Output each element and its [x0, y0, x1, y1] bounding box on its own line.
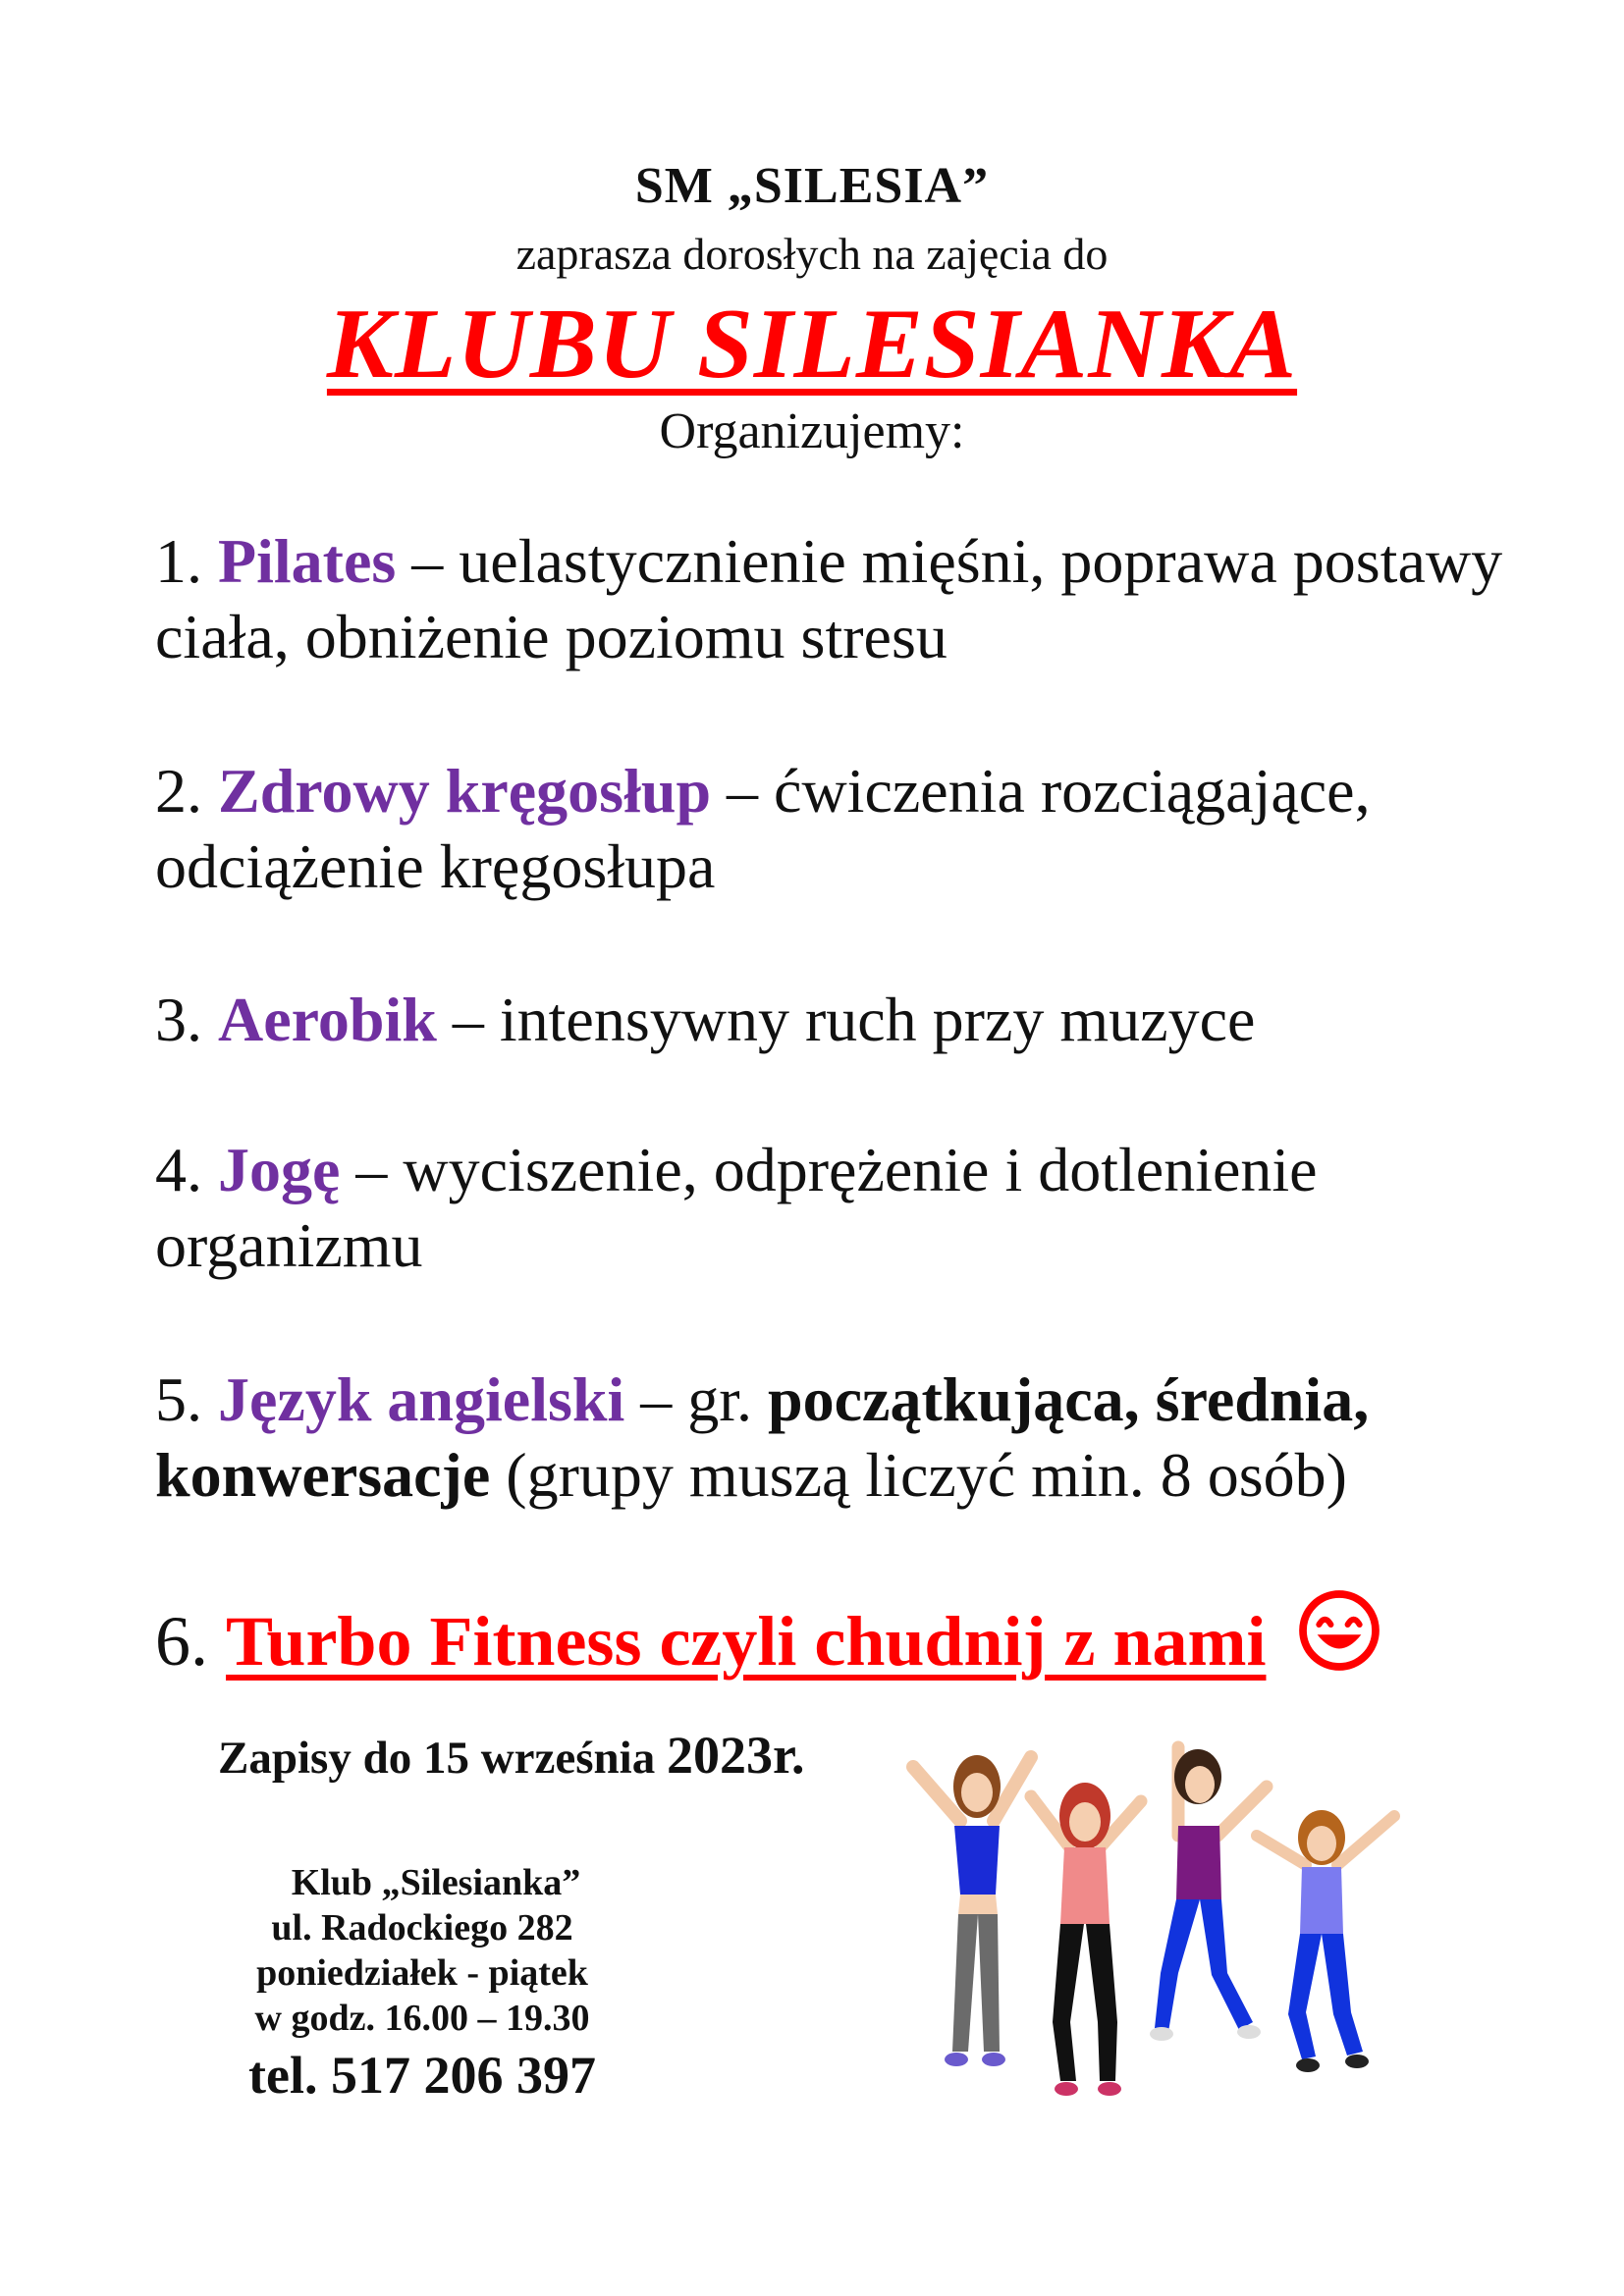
dancer-figure: [1257, 1810, 1394, 2072]
activity-number: 1.: [155, 526, 202, 596]
dancer-figure: [913, 1755, 1031, 2066]
activity-name: Jogę: [218, 1135, 341, 1204]
smiley-icon: [1297, 1588, 1381, 1693]
address-hours: w godz. 16.00 – 19.30: [254, 1998, 590, 2039]
activity-item: [155, 753, 1549, 904]
activity-number: 6.: [155, 1602, 208, 1681]
activity-number: 2.: [155, 756, 202, 826]
activity-desc-post: (grupy muszą liczyć min. 8 osób): [506, 1440, 1347, 1510]
activity-desc: – uelastycznienie mięśni, poprawa postawy ciała, obniżenie poziomu stresu: [155, 526, 1503, 671]
registration-year: 2023r.: [667, 1726, 805, 1785]
address-days: poniedziałek - piątek: [256, 1952, 588, 1994]
club-address: [187, 1860, 658, 2041]
registration-text: Zapisy do 15 września: [218, 1733, 656, 1784]
club-name: KLUBU SILESIANKA: [326, 289, 1298, 400]
dancing-women-illustration: [884, 1728, 1434, 2140]
activity-name-turbo: Turbo Fitness czyli chudnij z nami: [226, 1602, 1267, 1681]
activity-desc: – intensywny ruch przy muzyce: [452, 985, 1256, 1054]
registration-deadline: [218, 1725, 805, 1786]
dancer-figure: [1031, 1783, 1141, 2096]
activity-desc: – ćwiczenia rozciągające, odciążenie kręgosłupa: [155, 756, 1371, 901]
activity-item: [155, 1132, 1549, 1283]
dancer-figure: [1150, 1747, 1267, 2041]
activity-item: [155, 982, 1549, 1057]
address-street: ul. Radockiego 282: [271, 1907, 573, 1949]
activity-item: [155, 523, 1549, 674]
activity-item: [155, 1362, 1549, 1513]
address-club: Klub „Silesianka”: [291, 1862, 581, 1903]
activity-desc-pre: – gr.: [640, 1364, 753, 1434]
invitation-text: zaprasza dorosłych na zajęcia do: [515, 229, 1109, 279]
organize-label: Organizujemy:: [659, 403, 965, 459]
activity-name: Język angielski: [218, 1364, 625, 1434]
activity-item-highlight: [155, 1588, 1549, 1693]
activity-name: Pilates: [218, 526, 397, 596]
activity-desc: – wyciszenie, odprężenie i dotlenienie organizmu: [155, 1135, 1318, 1280]
organizer-title: SM „SILESIA”: [634, 158, 990, 214]
phone-number: tel. 517 206 397: [248, 2046, 596, 2105]
activity-desc-bold: początkująca, średnia, konwersacje: [155, 1364, 1370, 1510]
activity-number: 4.: [155, 1135, 202, 1204]
activity-name: Aerobik: [218, 985, 437, 1054]
activity-name: Zdrowy kręgosłup: [218, 756, 712, 826]
activity-number: 5.: [155, 1364, 202, 1434]
activity-number: 3.: [155, 985, 202, 1054]
